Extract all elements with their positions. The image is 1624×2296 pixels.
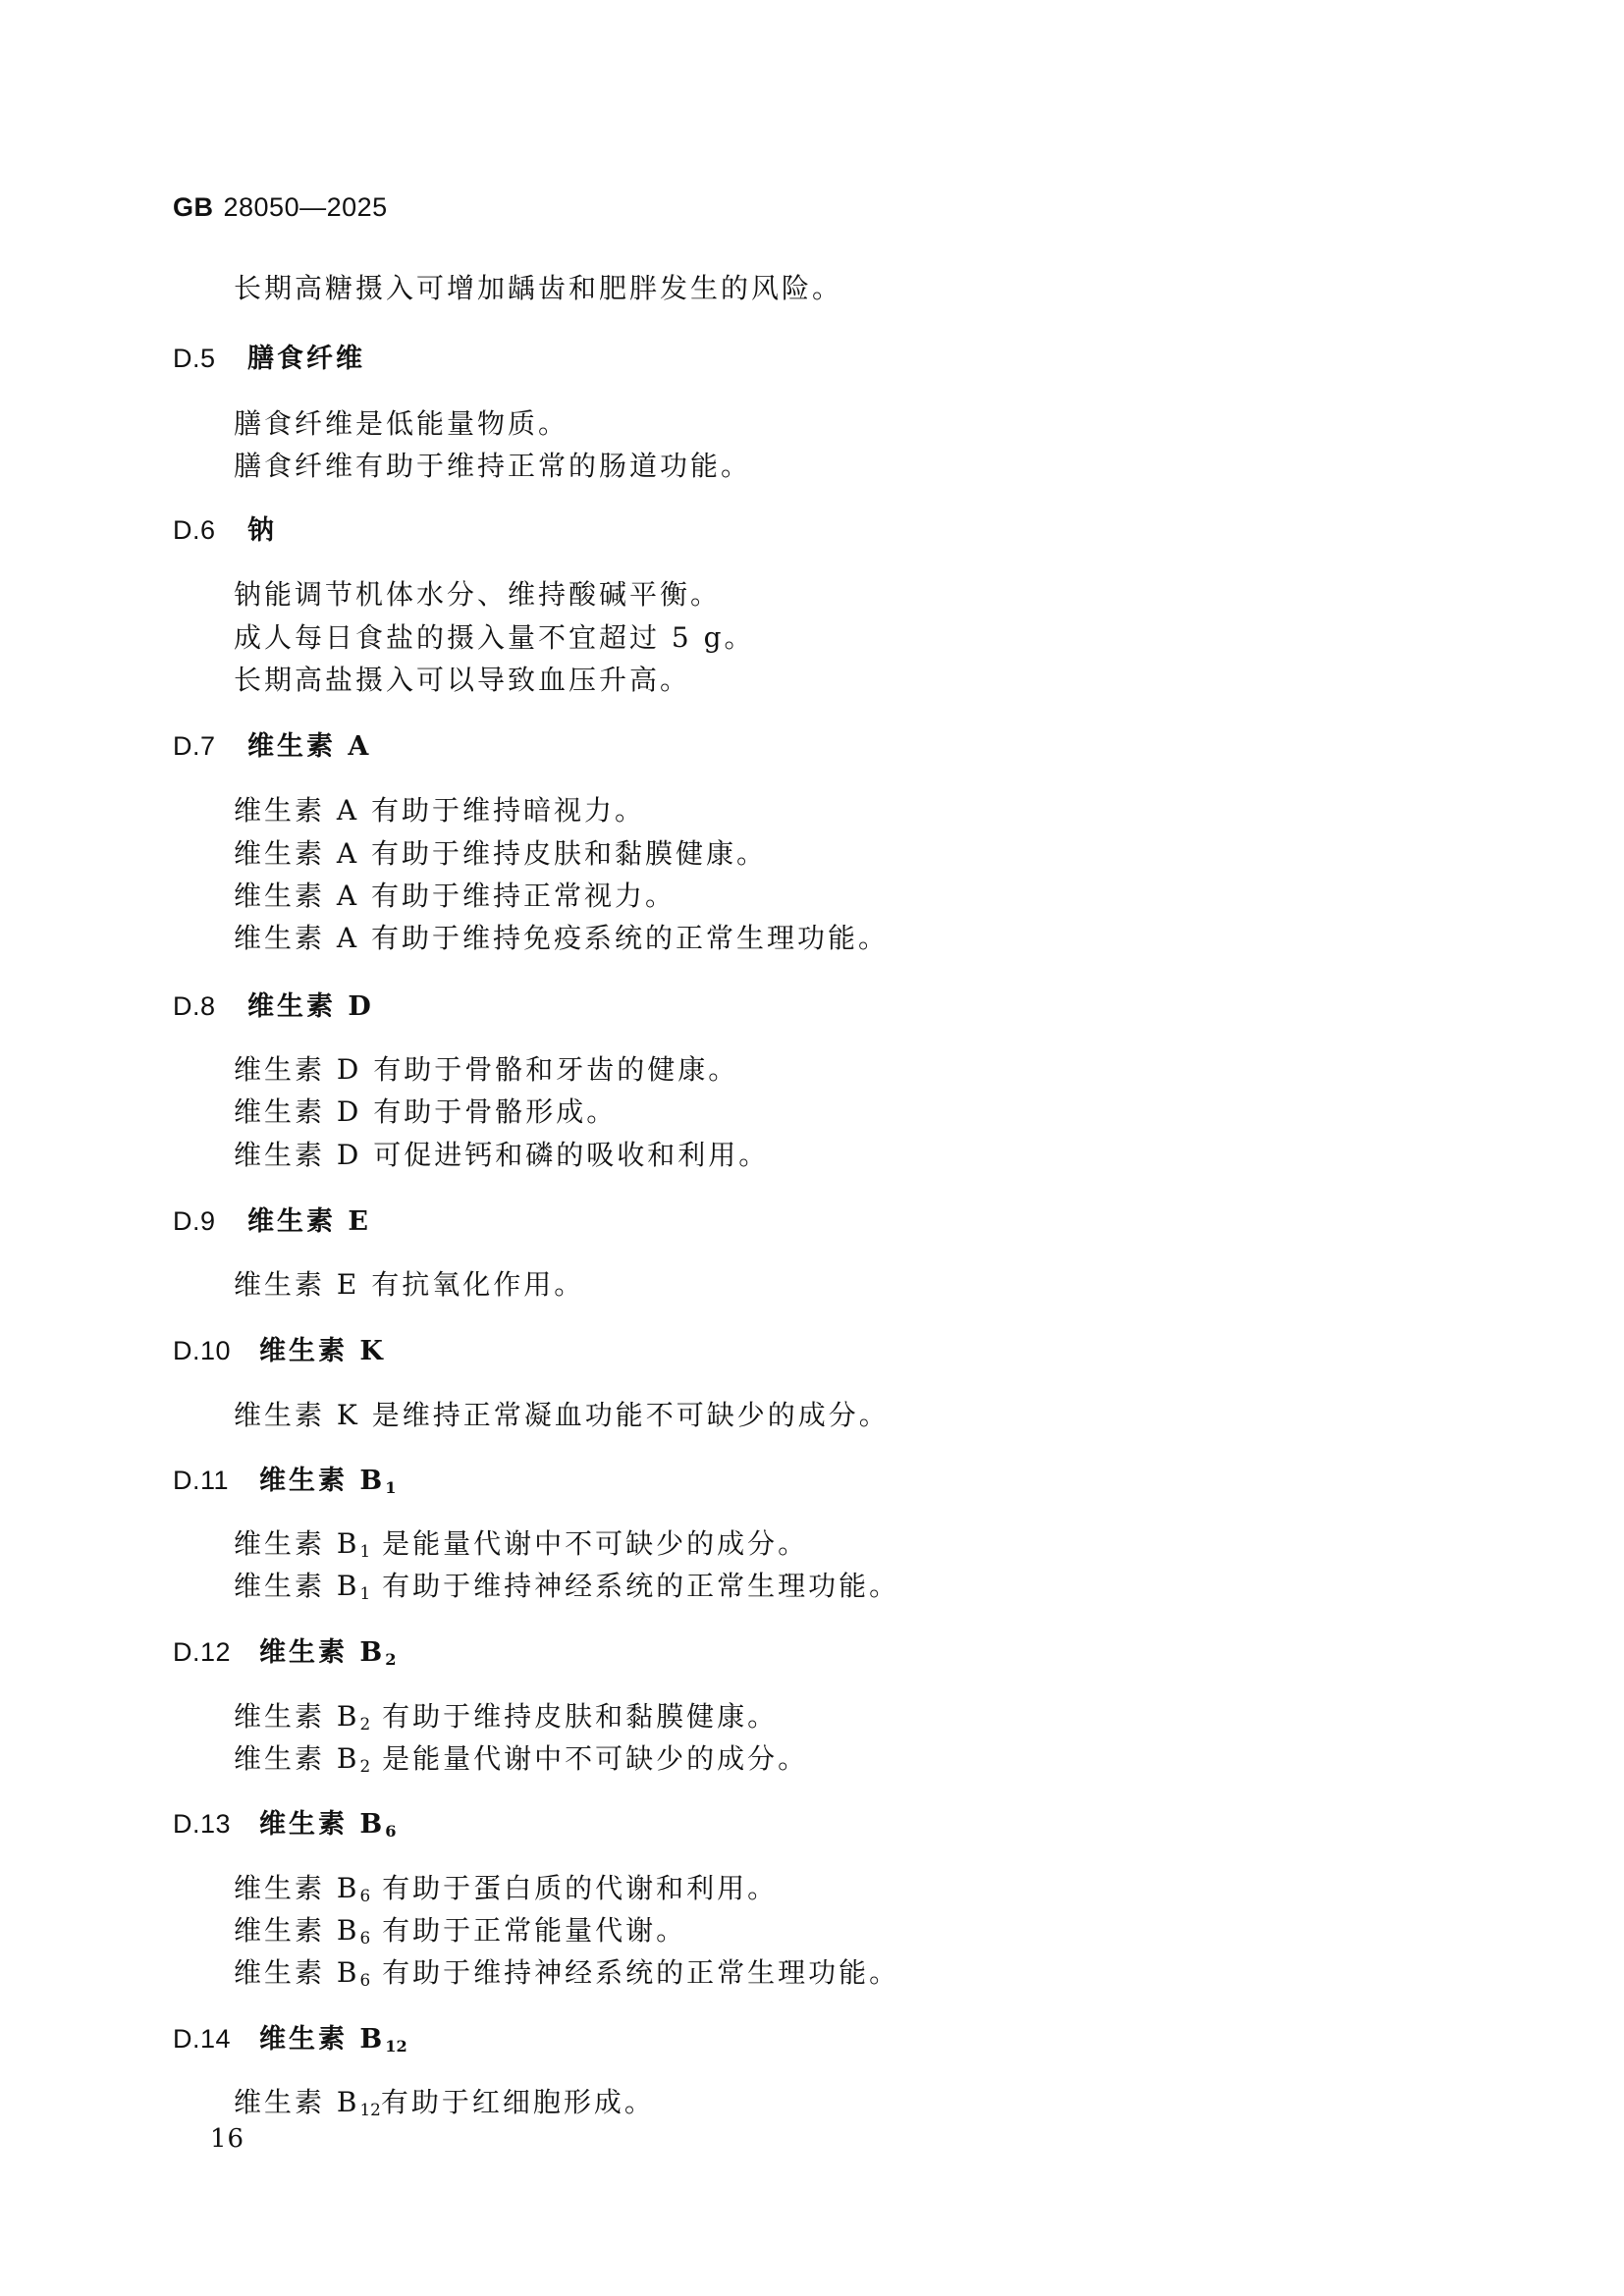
section-title: 维生素 A bbox=[247, 731, 372, 762]
subscript: 6 bbox=[359, 1970, 371, 1991]
text-run: 维生素 B bbox=[234, 1956, 360, 1989]
standard-number: 28050—2025 bbox=[223, 192, 388, 222]
body-line bbox=[234, 1909, 686, 1949]
text-run: 维生素 B bbox=[234, 1700, 360, 1733]
subscript: 12 bbox=[359, 2100, 381, 2120]
section-number: D.12 bbox=[173, 1637, 232, 1667]
body-line: 维生素 A 有助于维持正常视力。 bbox=[234, 880, 677, 912]
body-line: 维生素 A 有助于维持暗视力。 bbox=[234, 794, 646, 827]
section-heading-d11 bbox=[173, 1459, 397, 1497]
subscript: 6 bbox=[359, 1928, 371, 1949]
body-line: 维生素 E 有抗氧化作用。 bbox=[234, 1268, 585, 1301]
section-number: D.11 bbox=[173, 1466, 230, 1495]
section-number: D.14 bbox=[173, 2024, 232, 2054]
section-heading-d6 bbox=[173, 508, 277, 547]
section-title: 维生素 B bbox=[259, 1809, 386, 1840]
body-line: 维生素 A 有助于维持免疫系统的正常生理功能。 bbox=[234, 922, 890, 954]
section-title: 维生素 D bbox=[247, 991, 374, 1022]
section-title: 维生素 B bbox=[259, 2024, 386, 2055]
text-run: 维生素 B bbox=[234, 1914, 360, 1947]
section-number: D.9 bbox=[173, 1206, 216, 1236]
section-heading-d9 bbox=[173, 1200, 371, 1238]
text-run: 是能量代谢中不可缺少的成分。 bbox=[370, 1527, 809, 1560]
section-number: D.10 bbox=[173, 1336, 232, 1365]
body-line: 维生素 K 是维持正常凝血功能不可缺少的成分。 bbox=[234, 1399, 890, 1431]
text-run: 维生素 B bbox=[234, 2086, 360, 2118]
section-title: 膳食纤维 bbox=[247, 344, 365, 374]
section-heading-d5 bbox=[173, 337, 365, 375]
section-heading-d13 bbox=[173, 1802, 397, 1841]
section-number: D.8 bbox=[173, 991, 216, 1021]
body-line: 长期高盐摄入可以导致血压升高。 bbox=[234, 664, 691, 696]
subscript: 2 bbox=[385, 1650, 397, 1670]
section-number: D.7 bbox=[173, 731, 216, 761]
text-run: 有助于正常能量代谢。 bbox=[370, 1914, 687, 1947]
body-line: 膳食纤维是低能量物质。 bbox=[234, 407, 569, 440]
body-line bbox=[234, 2081, 655, 2120]
standard-code-header bbox=[173, 192, 388, 223]
section-title: 维生素 B bbox=[259, 1637, 386, 1668]
subscript: 1 bbox=[385, 1478, 397, 1498]
text-run: 维生素 B bbox=[234, 1742, 360, 1775]
page-number: 16 bbox=[210, 2124, 245, 2154]
body-line: 维生素 D 有助于骨骼形成。 bbox=[234, 1095, 618, 1128]
text-run: 有助于红细胞形成。 bbox=[380, 2086, 655, 2118]
subscript: 2 bbox=[359, 1756, 371, 1777]
body-line bbox=[234, 1565, 899, 1604]
body-line: 膳食纤维有助于维持正常的肠道功能。 bbox=[234, 450, 752, 482]
section-number: D.5 bbox=[173, 344, 216, 373]
body-line: 成人每日食盐的摄入量不宜超过 5 g。 bbox=[234, 621, 755, 654]
text-run: 维生素 B bbox=[234, 1527, 360, 1560]
subscript: 6 bbox=[359, 1886, 371, 1906]
section-heading-d8 bbox=[173, 985, 374, 1023]
subscript: 12 bbox=[385, 2037, 407, 2056]
body-line bbox=[234, 1522, 808, 1562]
text-run: 是能量代谢中不可缺少的成分。 bbox=[370, 1742, 809, 1775]
section-title: 维生素 B bbox=[259, 1466, 386, 1496]
section-title: 维生素 E bbox=[247, 1206, 371, 1237]
section-heading-d7 bbox=[173, 724, 371, 763]
section-heading-d10 bbox=[173, 1329, 386, 1367]
text-run: 维生素 B bbox=[234, 1570, 360, 1602]
body-line: 钠能调节机体水分、维持酸碱平衡。 bbox=[234, 578, 722, 611]
body-line bbox=[234, 1695, 778, 1735]
section-title: 钠 bbox=[247, 515, 277, 546]
subscript: 1 bbox=[359, 1583, 371, 1604]
body-line: 维生素 A 有助于维持皮肤和黏膜健康。 bbox=[234, 837, 768, 870]
text-run: 有助于维持皮肤和黏膜健康。 bbox=[370, 1700, 779, 1733]
section-number: D.6 bbox=[173, 515, 216, 545]
body-line: 维生素 D 有助于骨骼和牙齿的健康。 bbox=[234, 1053, 739, 1086]
section-number: D.13 bbox=[173, 1809, 232, 1839]
intro-line: 长期高糖摄入可增加龋齿和肥胖发生的风险。 bbox=[234, 272, 843, 304]
subscript: 2 bbox=[359, 1714, 371, 1735]
section-heading-d12 bbox=[173, 1630, 397, 1669]
text-run: 维生素 B bbox=[234, 1872, 360, 1904]
body-line bbox=[234, 1737, 808, 1777]
body-line: 维生素 D 可促进钙和磷的吸收和利用。 bbox=[234, 1139, 770, 1171]
text-run: 有助于蛋白质的代谢和利用。 bbox=[370, 1872, 779, 1904]
gb-label: GB bbox=[173, 192, 214, 222]
subscript: 6 bbox=[385, 1822, 397, 1842]
section-title: 维生素 K bbox=[259, 1336, 386, 1366]
section-heading-d14 bbox=[173, 2017, 407, 2056]
text-run: 有助于维持神经系统的正常生理功能。 bbox=[370, 1956, 900, 1989]
body-line bbox=[234, 1867, 778, 1906]
subscript: 1 bbox=[359, 1541, 371, 1562]
text-run: 有助于维持神经系统的正常生理功能。 bbox=[370, 1570, 900, 1602]
body-line bbox=[234, 1951, 899, 1991]
